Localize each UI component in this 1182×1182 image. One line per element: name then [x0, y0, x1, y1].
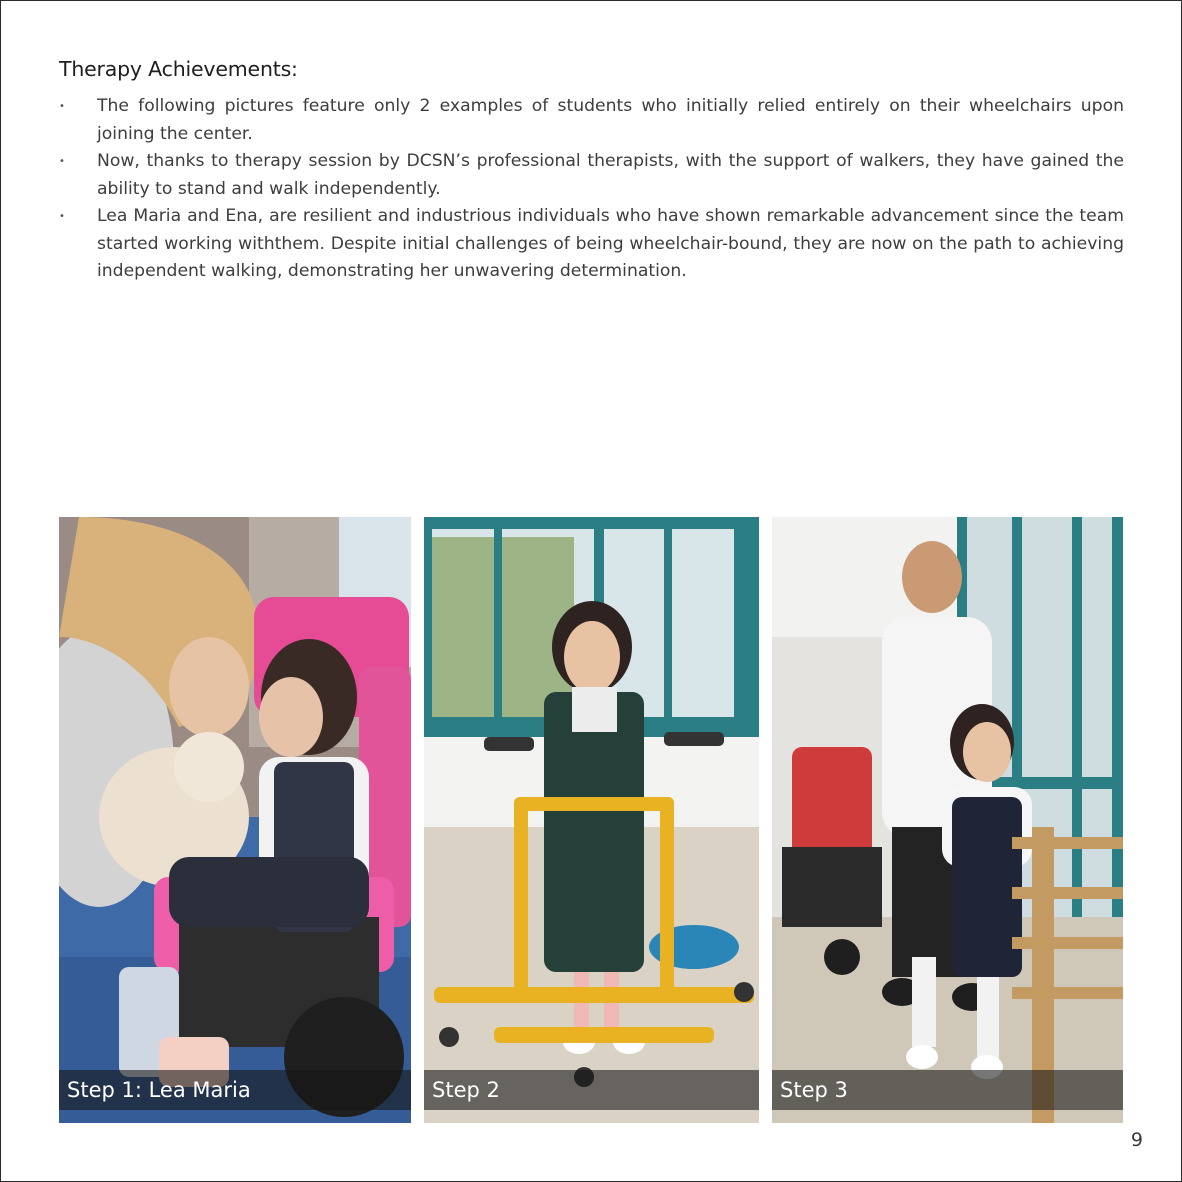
bullet-text: Lea Maria and Ena, are resilient and industrious individuals who have shown remarkable advancement since the team started working withthem. Despite initial challenges of being wheelchair-bound, they are now on the path to achieving independent walking, demonstrating her unwavering determination.: [97, 206, 1124, 281]
bullet-icon: •: [59, 211, 65, 222]
photo-step-3-image: [772, 517, 1123, 1123]
list-item: [59, 93, 1124, 148]
bullet-text: Now, thanks to therapy session by DCSN’s professional therapists, with the support of walkers, they have gained the ability to stand and walk independently.: [97, 151, 1124, 199]
photo-step-1: [59, 517, 411, 1123]
photo-caption: Step 1: Lea Maria: [59, 1070, 411, 1110]
achievement-list: [59, 93, 1124, 286]
photo-step-3: [772, 517, 1123, 1123]
section-title: Therapy Achievements:: [59, 57, 298, 81]
list-item: [59, 148, 1124, 203]
page-number: 9: [1130, 1129, 1143, 1151]
photo-caption: Step 3: [772, 1070, 1123, 1110]
bullet-text: The following pictures feature only 2 examples of students who initially relied entirely on their wheelchairs upon joining the center.: [97, 96, 1124, 144]
photo-step-2: [424, 517, 759, 1123]
list-item: [59, 203, 1124, 286]
photo-step-2-image: [424, 517, 759, 1123]
photo-caption: Step 2: [424, 1070, 759, 1110]
photo-step-1-image: [59, 517, 411, 1123]
bullet-icon: •: [59, 156, 65, 167]
bullet-icon: •: [59, 101, 65, 112]
